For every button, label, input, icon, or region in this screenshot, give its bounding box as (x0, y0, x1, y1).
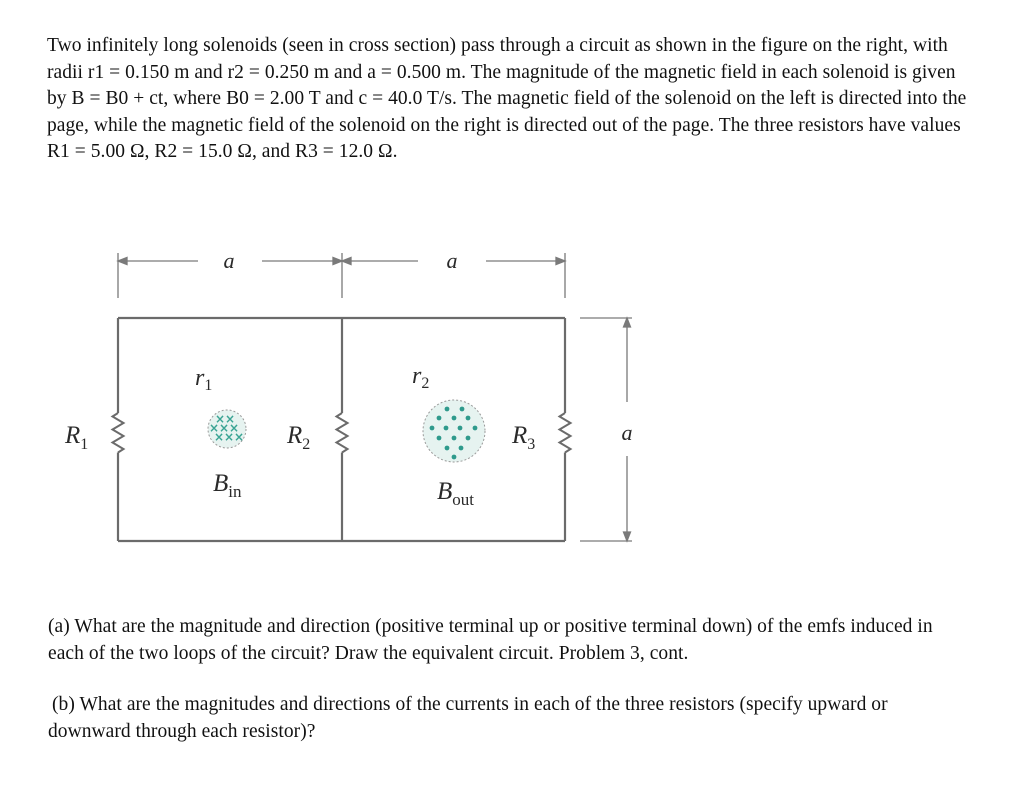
problem-statement: Two infinitely long solenoids (seen in cross section) pass through a circuit as shown in the figure on the right, with radii r1 = 0.150 m and r2 = 0.250 m and a = 0.500 m. The magnitude of the magnetic field in each solenoid is given by B = B0 + ct, where B0 = 2.00 T and c = 40.0 T/s. The magnetic field of the solenoid on the left is directed into the page, while the magnetic field of the solenoid on the right is directed out of the page. The three resistors have values R1 = 5.00 Ω, R2 = 15.0 Ω, and R3 = 12.0 Ω. (47, 35, 967, 162)
label-B-out: $B_{out}$ (437, 478, 475, 509)
field-out-dot-icon (460, 407, 465, 412)
field-in-cross-icon: × (228, 421, 240, 435)
question-part-b: (b) What are the magnitudes and directions of the currents in each of the three resistors (specify upward or downward through each resistor)? (48, 694, 888, 742)
field-in-cross-icon: × (218, 421, 230, 435)
resistor-R3 (560, 413, 571, 453)
dimension-top (118, 253, 565, 298)
label-R2: $R_2$ (287, 422, 311, 453)
field-in-cross-icon: × (208, 421, 220, 435)
field-in-cross-icon: × (233, 430, 245, 444)
label-B-in: $B_{in}$ (213, 470, 242, 501)
field-out-dot-icon (466, 436, 471, 441)
dim-arrowhead (118, 258, 127, 265)
field-in-cross-icon: × (223, 430, 235, 444)
label-R1: $R_1$ (65, 422, 89, 453)
field-in-cross-icon: × (213, 430, 225, 444)
label-r1: $r_1$ (195, 365, 213, 394)
dim-label-left: a (223, 248, 235, 273)
field-out-dot-icon (444, 426, 449, 431)
field-out-dot-icon (452, 436, 457, 441)
question-part-a: (a) What are the magnitude and direction (positive terminal up or positive terminal down) of the emfs induced in each of the two loops of the circuit? Draw the equivalent circuit. Problem 3, cont. (48, 616, 933, 664)
field-out-dot-icon (466, 416, 471, 421)
field-out-dot-icon (452, 455, 457, 460)
field-out-dot-icon (437, 436, 442, 441)
field-out-dot-icon (452, 416, 457, 421)
resistor-R1 (113, 413, 124, 453)
dim-arrowhead (556, 258, 565, 265)
field-out-dot-icon (437, 416, 442, 421)
circuit-wires (113, 318, 571, 541)
dim-arrowhead (342, 258, 351, 265)
label-r2: $r_2$ (412, 363, 430, 392)
solenoid-left (208, 410, 246, 448)
field-out-dot-icon (458, 426, 463, 431)
solenoid-right-boundary (423, 400, 485, 462)
field-out-dot-icon (459, 446, 464, 451)
dim-arrowhead (624, 532, 631, 541)
dim-arrowhead (624, 318, 631, 327)
dim-label-right: a (446, 248, 458, 273)
field-in-cross-icon: × (224, 412, 236, 426)
label-R3: $R_3$ (512, 422, 536, 453)
resistor-R2 (337, 413, 348, 453)
field-out-dot-icon (445, 407, 450, 412)
dim-label-height: a (621, 420, 633, 445)
field-out-dot-icon (445, 446, 450, 451)
solenoid-right (423, 400, 485, 462)
field-in-cross-icon: × (214, 412, 226, 426)
field-out-dot-icon (473, 426, 478, 431)
field-out-dot-icon (430, 426, 435, 431)
